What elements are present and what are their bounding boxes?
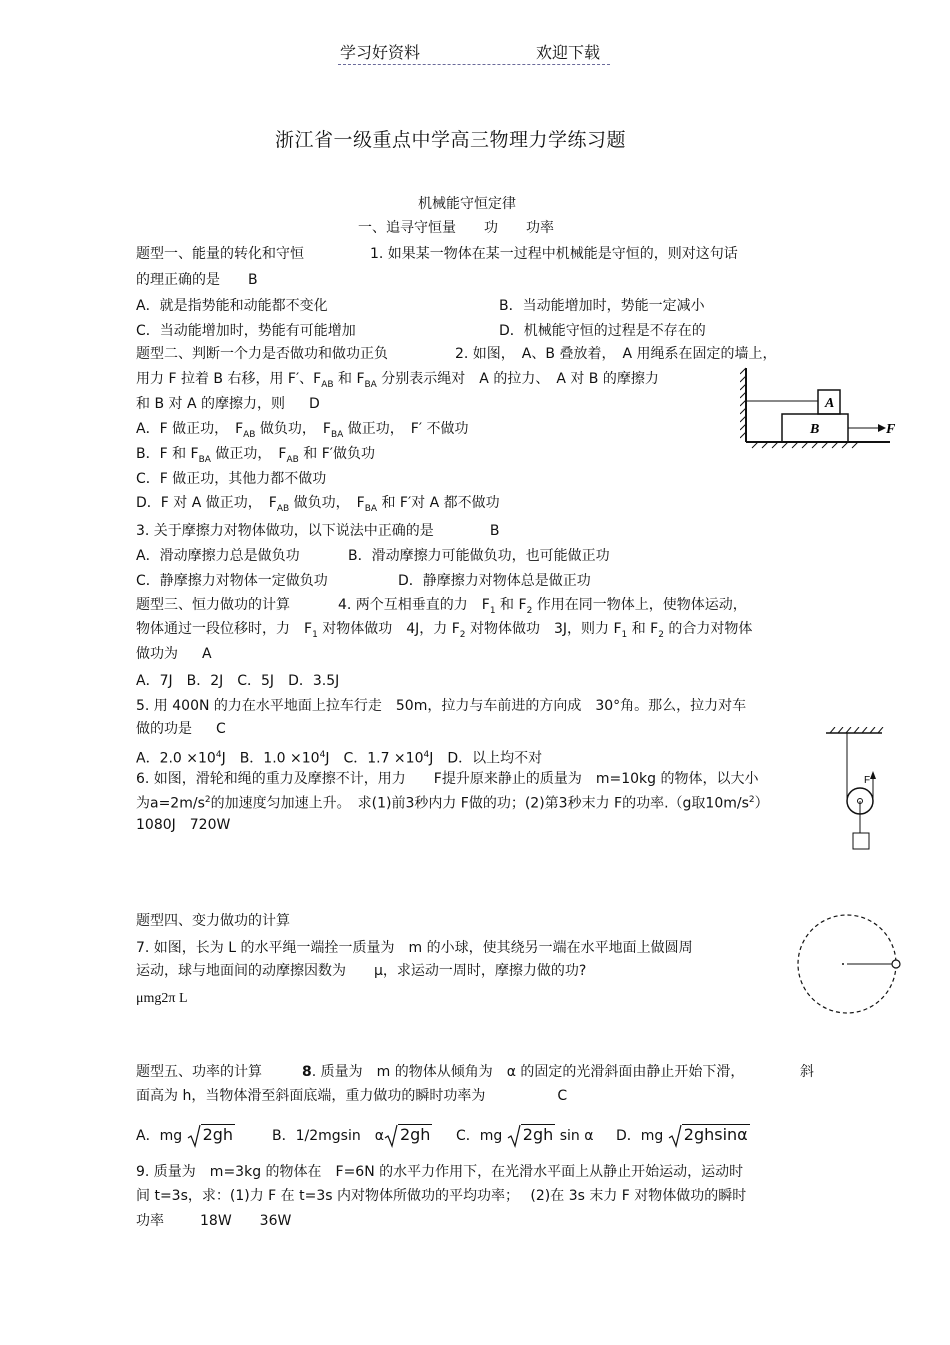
pulley-figure <box>822 727 888 855</box>
q5-answer: C <box>216 721 226 737</box>
q8-opt-b-text: B．1/2mgsin α <box>272 1128 384 1144</box>
q3-option-c: C．静摩擦力对物体一定做负功 <box>136 573 328 589</box>
q2-opt-d-part2: 做负功， F <box>289 495 365 511</box>
q3-option-b: B．滑动摩擦力可能做负功，也可能做正功 <box>348 548 610 564</box>
sqrt-icon <box>187 1124 201 1148</box>
q2-option-d <box>136 494 500 518</box>
q8-stem-a-end: 斜 <box>800 1064 814 1080</box>
q4-options: A．7J B．2J C．5J D．3.5J <box>136 673 340 689</box>
q8-opt-d-radicand: 2ghsinα <box>683 1125 748 1144</box>
q1-stem-b <box>136 271 258 289</box>
q3-stem-text: 3. 关于摩擦力对物体做功，以下说法中正确的是 <box>136 523 434 539</box>
fig-label-a: A <box>825 396 835 411</box>
q8-stem-a-text: . 质量为 m 的物体从倾角为 α 的固定的光滑斜面由静止开始下滑， <box>311 1064 745 1080</box>
q4-stem-b-part3: 对物体做功 3J，则力 F <box>465 621 622 637</box>
q3-option-a: A．滑动摩擦力总是做负功 <box>136 548 300 564</box>
q1-option-c: C．当动能增加时，势能有可能增加 <box>136 323 356 339</box>
q4-stem-c <box>136 645 212 663</box>
q6-stem-b-part3: ） <box>754 795 769 812</box>
q8-stem-b-text: 面高为 h，当物体滑至斜面底端，重力做功的瞬时功率为 <box>136 1088 486 1104</box>
q9-stem-c <box>136 1212 291 1230</box>
q1-option-d: D．机械能守恒的过程是不存在的 <box>499 323 706 339</box>
q4-stem-a <box>338 596 747 620</box>
q8-stem-a <box>302 1063 744 1081</box>
q2-option-a <box>136 420 468 444</box>
q2-opt-a-part3: 做正功， F′ 不做功 <box>343 421 469 437</box>
section-name: 机械能守恒定律 <box>418 196 516 212</box>
q1-answer: B <box>248 272 258 288</box>
q8-topic: 题型五、功率的计算 <box>136 1064 262 1080</box>
q5-options <box>136 746 542 768</box>
q2-opt-d-part3: 和 F′对 A 都不做功 <box>377 495 500 511</box>
q2-opt-d-part1: D．F 对 A 做正功， F <box>136 495 277 511</box>
q7-topic: 题型四、变力做功的计算 <box>136 913 290 929</box>
q5-stem-b <box>136 720 226 738</box>
q8-option-b <box>272 1124 432 1148</box>
q5-stem-b-text: 做的功是 <box>136 721 192 737</box>
q9-answer: 18W 36W <box>200 1213 292 1229</box>
q2-answer: D <box>308 396 320 412</box>
q5-opt-part1: A．2.0 ×10 <box>136 750 216 767</box>
circle-figure <box>794 912 904 1018</box>
fig-label-f: F <box>886 422 896 437</box>
q2-stem-a: 2. 如图， A、B 叠放着， A 用绳系在固定的墙上， <box>455 346 777 362</box>
q1-option-b: B．当动能增加时，势能一定减小 <box>499 298 705 314</box>
sub-2: 2 <box>526 605 533 616</box>
sup-2: 2 <box>748 795 755 805</box>
q8-option-d <box>616 1124 750 1148</box>
q8-option-a <box>136 1124 235 1148</box>
sub-2: 2 <box>658 629 664 640</box>
q2-stem-b-part1: 用力 F 拉着 B 右移，用 F′、F <box>136 371 322 387</box>
q8-option-c <box>456 1124 593 1148</box>
blocks-figure <box>740 366 900 452</box>
q3-option-d: D．静摩擦力对物体总是做正功 <box>398 573 591 589</box>
q4-stem-c-text: 做功为 <box>136 646 178 662</box>
q6-stem-b-part2: 的加速度匀加速上升。 求(1)前3秒内力 F做的功；(2)第3秒末力 F的功率.（g取10m/s <box>210 795 749 812</box>
q8-opt-a-radicand: 2gh <box>202 1125 234 1144</box>
q6-stem-b <box>136 791 769 813</box>
q2-stem-b-part3: 分别表示绳对 A 的拉力、 A 对 B 的摩擦力 <box>376 371 659 387</box>
sup-4: 4 <box>423 750 430 760</box>
sub-ba: BA <box>331 429 344 440</box>
sqrt-icon <box>384 1124 398 1148</box>
sub-ab: AB <box>276 503 290 514</box>
header-divider <box>338 64 610 65</box>
q4-topic: 题型三、恒力做功的计算 <box>136 597 290 613</box>
q5-opt-part3: J C．1.7 ×10 <box>325 750 424 767</box>
sub-ab: AB <box>321 379 334 390</box>
q5-opt-part2: J B．1.0 ×10 <box>221 750 320 767</box>
q8-opt-c-radicand: 2gh <box>522 1125 554 1144</box>
fig-label-b: B <box>810 422 820 437</box>
q2-stem-b-part2: 和 F <box>333 371 365 387</box>
sup-2: 2 <box>204 795 211 805</box>
q3-answer: B <box>489 523 500 539</box>
header-right: 欢迎下载 <box>536 43 601 62</box>
q8-number: 8 <box>302 1064 312 1080</box>
q4-stem-b-part5: 的合力对物体 <box>663 621 753 637</box>
q8-opt-a-text: A．mg <box>136 1128 183 1144</box>
q8-opt-b-radicand: 2gh <box>399 1125 431 1144</box>
q1-topic: 题型一、能量的转化和守恒 <box>136 246 304 262</box>
q8-stem-b <box>136 1087 567 1105</box>
sub-ba: BA <box>198 454 211 465</box>
q3-stem <box>136 522 499 540</box>
fig-label-f: F <box>864 775 871 786</box>
sub-ba: BA <box>364 379 377 390</box>
q1-stem-a: 1. 如果某一物体在某一过程中机械能是守恒的，则对这句话 <box>370 246 738 262</box>
q9-stem-b: 间 t=3s，求：(1)力 F 在 t=3s 内对物体所做功的平均功率； (2)在 3s 末力 F 对物体做功的瞬时 <box>136 1188 747 1204</box>
q7-answer: μmg2π L <box>136 991 188 1006</box>
q6-answer: 1080J 720W <box>136 817 231 833</box>
header-left: 学习好资料 <box>340 43 421 62</box>
q4-answer: A <box>202 646 212 662</box>
sub-ab: AB <box>243 429 256 440</box>
sub-1: 1 <box>489 605 496 616</box>
q2-topic: 题型二、判断一个力是否做功和做功正负 <box>136 346 388 362</box>
q9-stem-a: 9. 质量为 m=3kg 的物体在 F=6N 的水平力作用下，在光滑水平面上从静止开始运动，运动时 <box>136 1164 744 1180</box>
q2-opt-b-part2: 做正功， F <box>210 446 287 462</box>
sub-ba: BA <box>364 503 378 514</box>
q8-answer: C <box>557 1088 568 1104</box>
sup-4: 4 <box>319 750 326 760</box>
sqrt-icon <box>668 1124 682 1148</box>
q2-opt-a-part2: 做负功， F <box>255 421 331 437</box>
section-sub: 一、追寻守恒量 功 功率 <box>358 220 554 236</box>
sub-ab: AB <box>286 454 299 465</box>
q4-stem-a-part3: 作用在同一物体上，使物体运动， <box>532 597 747 613</box>
q4-stem-b-part1: 物体通过一段位移时，力 F <box>136 621 313 637</box>
q2-opt-a-part1: A．F 做正功， F <box>136 421 244 437</box>
sub-2: 2 <box>459 629 466 640</box>
sqrt-icon <box>507 1124 521 1148</box>
q4-stem-b <box>136 620 752 644</box>
q6-stem-a: 6. 如图，滑轮和绳的重力及摩擦不计，用力 F提升原来静止的质量为 m=10kg 的物体，以大小 <box>136 771 759 787</box>
q7-stem-b: 运动，球与地面间的动摩擦因数为 μ，求运动一周时，摩擦力做的功? <box>136 963 587 979</box>
q4-stem-b-part2: 对物体做功 4J，力 F <box>317 621 460 637</box>
q8-opt-c-tail: sin α <box>559 1128 594 1144</box>
q2-stem-c-text: 和 B 对 A 的摩擦力，则 <box>136 396 285 412</box>
q2-opt-b-part1: B．F 和 F <box>136 446 199 462</box>
q1-stem-b-text: 的理正确的是 <box>136 272 220 288</box>
q6-stem-b-part1: 为a=2m/s <box>136 795 205 812</box>
q2-option-c: C．F 做正功，其他力都不做功 <box>136 471 327 487</box>
q8-opt-d-text: D．mg <box>616 1128 664 1144</box>
q5-stem-a: 5. 用 400N 的力在水平地面上拉车行走 50m，拉力与车前进的方向成 30°角。那么，拉力对车 <box>136 698 747 714</box>
q4-stem-a-part1: 4. 两个互相垂直的力 F <box>338 597 490 613</box>
q2-stem-c <box>136 395 320 413</box>
q2-stem-b <box>136 370 659 394</box>
page-title: 浙江省一级重点中学高三物理力学练习题 <box>275 129 627 151</box>
q5-opt-part4: J D．以上均不对 <box>429 750 543 767</box>
sub-1: 1 <box>621 629 628 640</box>
q4-stem-a-part2: 和 F <box>495 597 527 613</box>
q1-option-a: A．就是指势能和动能都不变化 <box>136 298 328 314</box>
q7-stem-a: 7. 如图，长为 L 的水平绳一端拴一质量为 m 的小球，使其绕另一端在水平地面上做圆周 <box>136 940 693 956</box>
q8-opt-c-text: C．mg <box>456 1128 503 1144</box>
q4-stem-b-part4: 和 F <box>627 621 659 637</box>
q2-option-b <box>136 445 375 469</box>
sup-4: 4 <box>215 750 222 760</box>
q2-opt-b-part3: 和 F′做负功 <box>298 446 375 462</box>
sub-1: 1 <box>312 629 318 640</box>
q9-stem-c-text: 功率 <box>136 1213 164 1229</box>
